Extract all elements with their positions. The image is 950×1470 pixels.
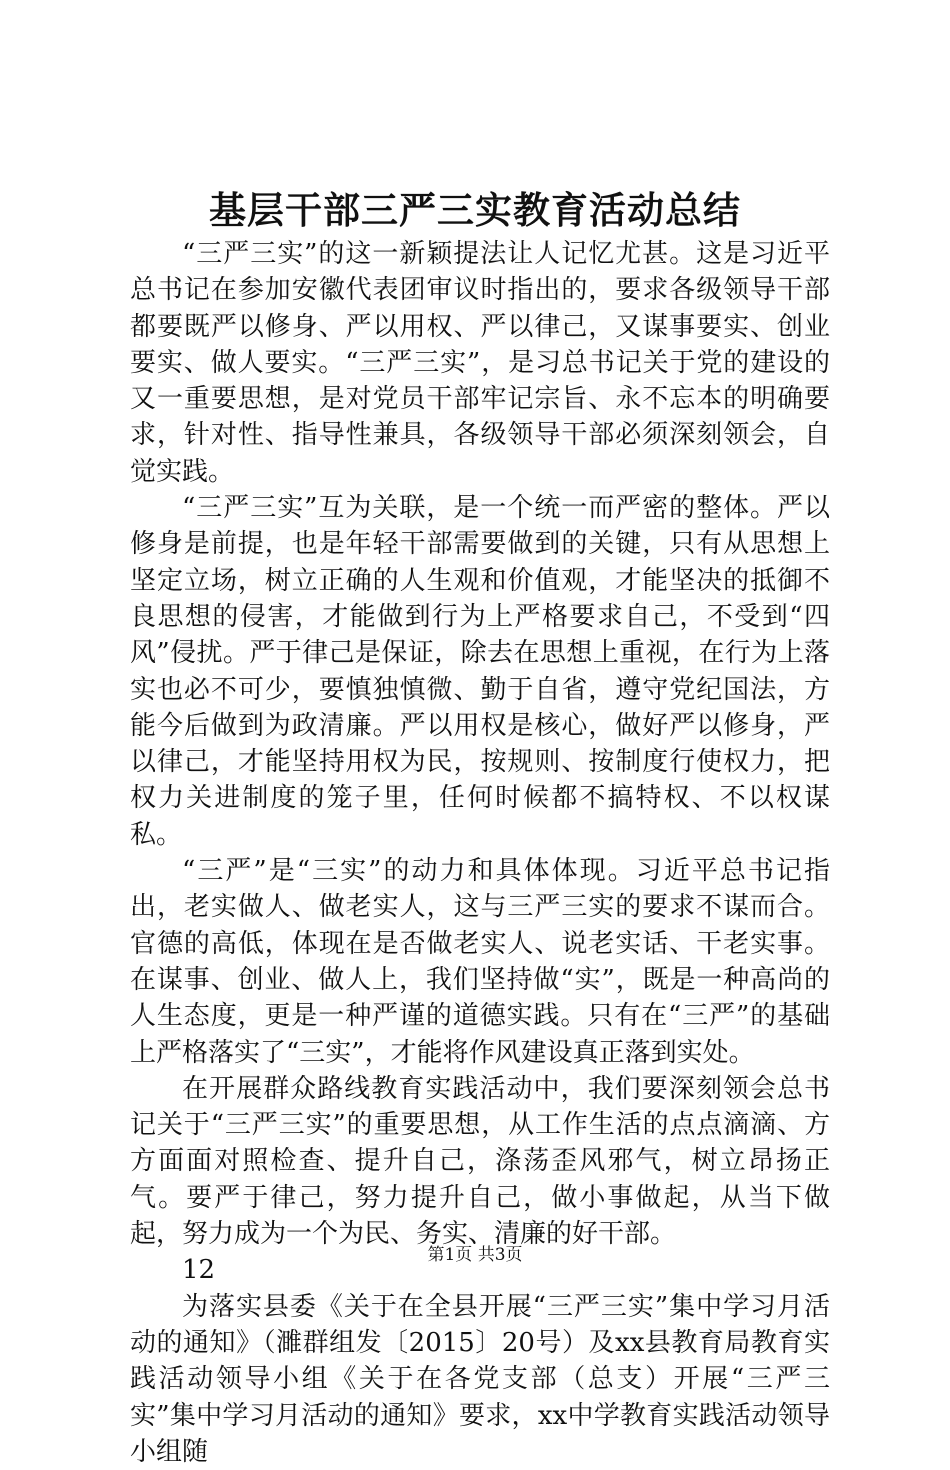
- document-title: 基层干部三严三实教育活动总结: [209, 188, 741, 232]
- paragraph-2: “三严三实”互为关联，是一个统一而严密的整体。严以修身是前提，也是年轻干部需要做到的关键，只有从思想上坚定立场，树立正确的人生观和价值观，才能坚决的抵御不良思想的侵害，才能做到行为上严格要求自己，不受到“四风”侵扰。严于律己是保证，除去在思想上重视，在行为上落实也必不可少，要慎独慎微、勤于自省，遵守党纪国法，方能今后做到为政清廉。严以用权是核心，做好严以修身，严以律己，才能坚持用权为民，按规则、按制度行使权力，把权力关进制度的笼子里，任何时候都不搞特权、不以权谋私。: [130, 493, 830, 850]
- page-footer: 第1页 共3页: [427, 1245, 523, 1265]
- paragraph-1: “三严三实”的这一新颖提法让人记忆尤甚。这是习近平总书记在参加安徽代表团审议时指出的，要求各级领导干部都要既严以修身、严以用权、严以律己，又谋事要实、创业要实、做人要实。“三严三实”，是习总书记关于党的建设的又一重要思想，是对党员干部牢记宗旨、永不忘本的明确要求，针对性、指导性兼具，各级领导干部必须深刻领会，自觉实践。: [130, 239, 830, 487]
- document-body: [130, 236, 830, 1470]
- paragraph-6: 为落实县委《关于在全县开展“三严三实”集中学习月活动的通知》（濉群组发〔2015〕20号）及xx县教育局教育实践活动领导小组《关于在各党支部（总支）开展“三严三实”集中学习月活动的通知》要求，xx中学教育实践活动领导小组随: [130, 1291, 830, 1467]
- paragraph-3: “三严”是“三实”的动力和具体体现。习近平总书记指出，老实做人、做老实人，这与三严三实的要求不谋而合。官德的高低，体现在是否做老实人、说老实话、干老实事。在谋事、创业、做人上，我们坚持做“实”，既是一种高尚的人生态度，更是一种严谨的道德实践。只有在“三严”的基础上严格落实了“三实”，才能将作风建设真正落到实处。: [130, 856, 830, 1068]
- paragraph-4: 在开展群众路线教育实践活动中，我们要深刻领会总书记关于“三严三实”的重要思想，从工作生活的点点滴滴、方方面面对照检查、提升自己，涤荡歪风邪气，树立昂扬正气。要严于律己，努力提升自己，做小事做起，从当下做起，努力成为一个为民、务实、清廉的好干部。: [130, 1073, 830, 1250]
- paragraph-5: 12: [182, 1255, 216, 1286]
